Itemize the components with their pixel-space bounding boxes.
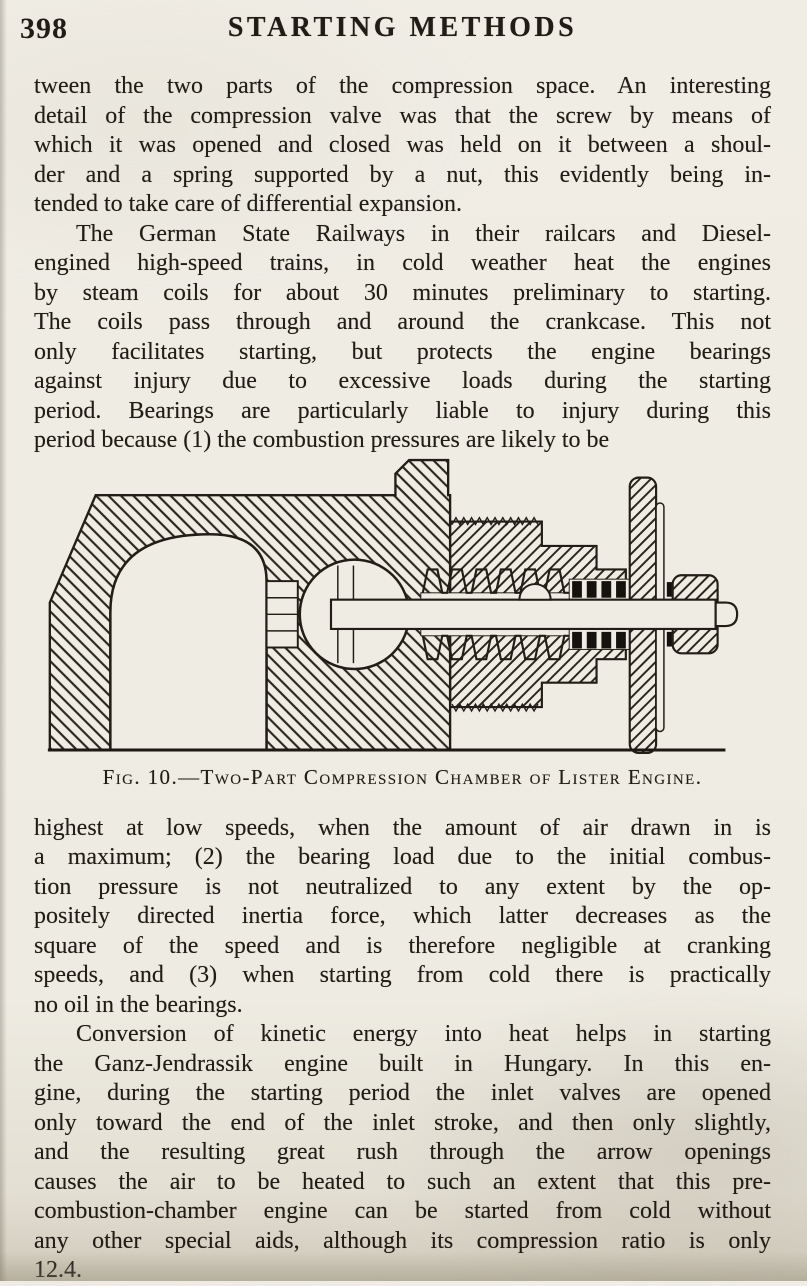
text-line: combustion-chamber engine can be started from cold without — [34, 1198, 771, 1224]
text-line: engined high-speed trains, in cold weather heat the engines — [34, 250, 771, 276]
paragraph-3 — [34, 814, 771, 1021]
text-line: causes the air to be heated to such an extent that this pre- — [34, 1168, 771, 1195]
text-line: a maximum; (2) the bearing load due to the initial combus- — [34, 844, 771, 870]
figure-drawing — [42, 456, 784, 757]
text-line: tion pressure is not neutralized to any extent by the op- — [34, 873, 771, 900]
text-line: highest at low speeds, when the amount of air drawn in is — [34, 814, 771, 841]
text-line: the Ganz-Jendrassik engine built in Hungary. In this en- — [34, 1050, 771, 1077]
text-line: against injury due to excessive loads during the starting — [34, 368, 771, 394]
text-line: positely directed inertia force, which latter decreases as the — [34, 903, 771, 929]
text-line: period because (1) the combustion pressures are likely to be — [34, 427, 610, 453]
page-header — [20, 12, 771, 46]
paragraph-2 — [34, 220, 771, 456]
text-line: square of the speed and is therefore negligible at cranking — [34, 932, 771, 959]
text-line: which it was opened and closed was held on it between a shoul- — [34, 132, 771, 158]
figure-drawing-wrap — [42, 456, 771, 757]
text-line: only facilitates starting, but protects the engine bearings — [34, 338, 771, 365]
text-line: period. Bearings are particularly liable to injury during this — [34, 397, 771, 424]
paragraph-1 — [34, 72, 771, 220]
text-line: 12.4. — [34, 1257, 82, 1283]
text-line: and the resulting great rush through the arrow openings — [34, 1139, 771, 1165]
text-line: no oil in the bearings. — [34, 991, 243, 1018]
text-line: tween the two parts of the compression space. An interesting — [34, 73, 771, 99]
text-line: detail of the compression valve was that the screw by means of — [34, 102, 771, 129]
text-line: speeds, and (3) when starting from cold there is practically — [34, 962, 771, 988]
figure-caption: Fig. 10.—Two-Part Compression Chamber of Lister Engine. — [102, 764, 703, 789]
figure-10 — [34, 456, 771, 790]
page-number: 398 — [20, 12, 68, 45]
text-line: only toward the end of the inlet stroke, and then only slightly, — [34, 1109, 771, 1136]
bulb-chamber — [110, 534, 266, 750]
text-line: by steam coils for about 30 minutes preliminary to starting. — [34, 279, 771, 306]
text-line: Conversion of kinetic energy into heat helps in starting — [76, 1021, 771, 1047]
text-line: gine, during the starting period the inlet valves are opened — [34, 1080, 771, 1106]
text-line: any other special aids, although its compression ratio is only — [34, 1227, 771, 1254]
text-line: The German State Railways in their railcars and Diesel- — [76, 220, 771, 247]
paragraph-4 — [34, 1020, 771, 1286]
text-line: The coils pass through and around the crankcase. This not — [34, 309, 771, 335]
text-line: tended to take care of differential expansion. — [34, 191, 463, 217]
text-line: der and a spring supported by a nut, this evidently being in- — [34, 161, 771, 188]
valve-ribs — [267, 581, 298, 647]
running-title: STARTING METHODS — [227, 12, 578, 43]
